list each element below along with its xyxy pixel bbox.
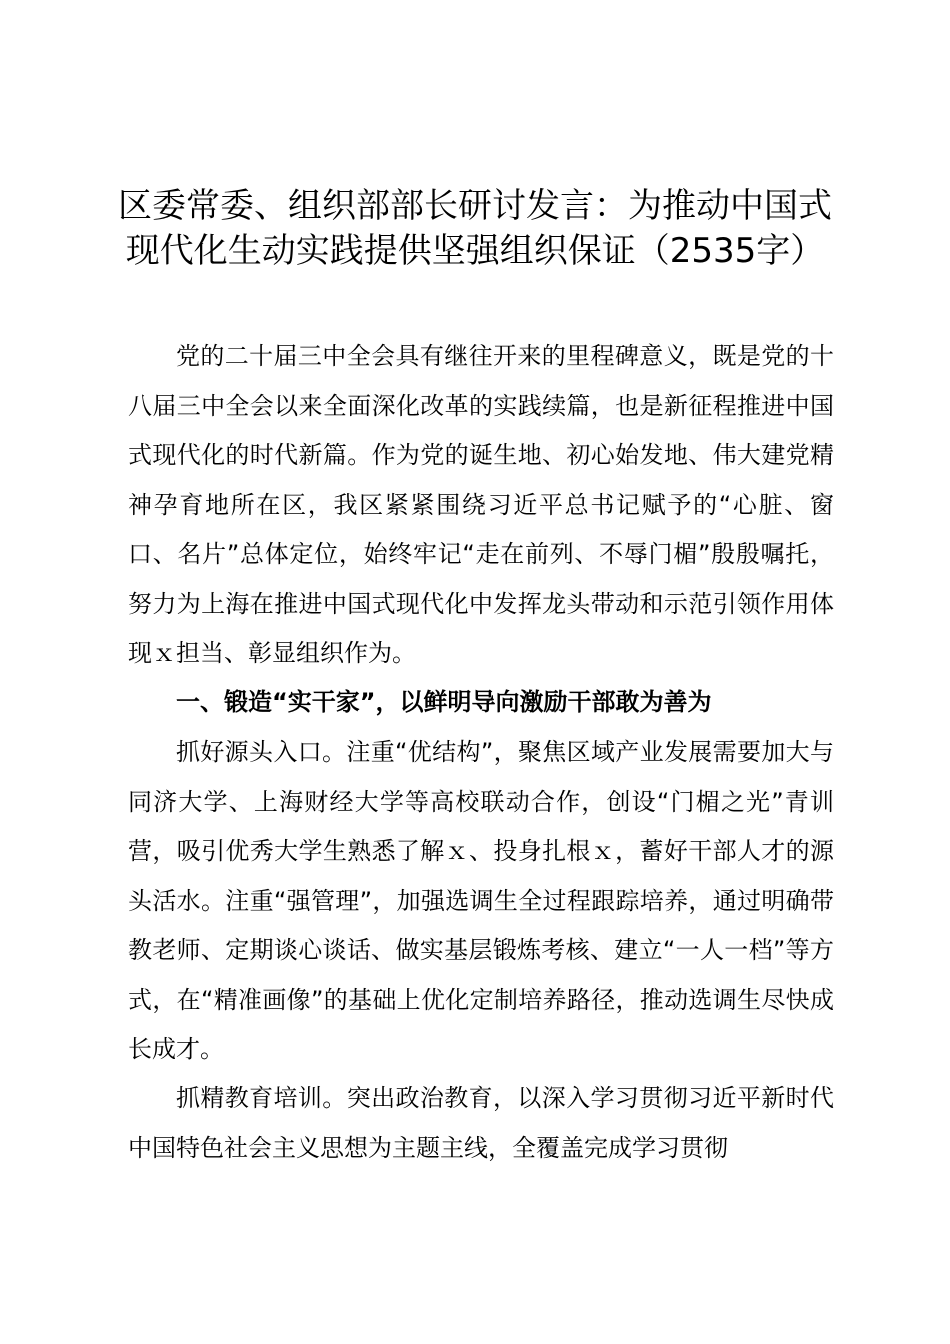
body-paragraph: 抓好源头入口。注重“优结构”，聚焦区域产业发展需要加大与同济大学、上海财经大学等高校联动合作，创设“门楣之光”青训营，吸引优秀大学生熟悉了解ｘ、投身扎根ｘ，蓄好干部人才的源头活水。注重“强管理”，加强选调生全过程跟踪培养，通过明确带教老师、定期谈心谈话、做实基层锻炼考核、建立“一人一档”等方式，在“精准画像”的基础上优化定制培养路径，推动选调生尽快成长成才。	[128, 738, 834, 1063]
section-heading: 一、锻造“实干家”，以鲜明导向激励干部敢为善为	[176, 688, 712, 716]
intro-paragraph: 党的二十届三中全会具有继往开来的里程碑意义，既是党的十八届三中全会以来全面深化改革的实践续篇，也是新征程推进中国式现代化的时代新篇。作为党的诞生地、初心始发地、伟大建党精神孕育地所在区，我区紧紧围绕习近平总书记赋予的“心脏、窗口、名片”总体定位，始终牢记“走在前列、不辱门楣”殷殷嘱托，努力为上海在推进中国式现代化中发挥龙头带动和示范引领作用体现ｘ担当、彰显组织作为。	[128, 342, 834, 667]
document-title: 区委常委、组织部部长研讨发言：为推动中国式现代化生动实践提供坚强组织保证（2535字）	[118, 186, 832, 271]
body-paragraph: 抓精教育培训。突出政治教育，以深入学习贯彻习近平新时代中国特色社会主义思想为主题主线，全覆盖完成学习贯彻	[128, 1084, 834, 1162]
